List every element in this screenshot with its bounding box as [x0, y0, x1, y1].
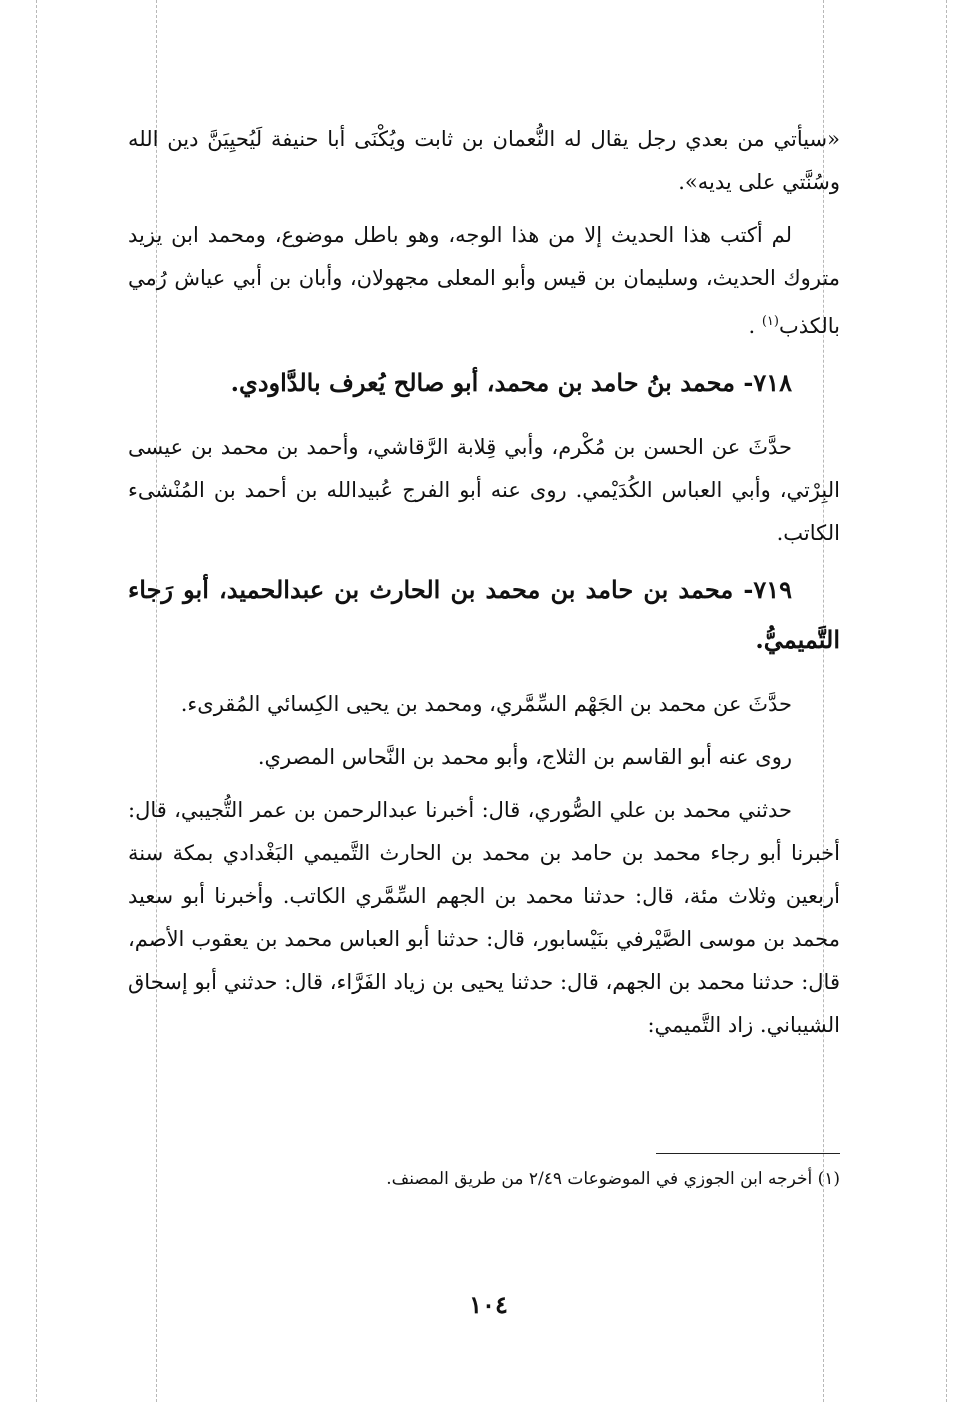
- commentary-paragraph: [128, 214, 840, 348]
- commentary-text: لم أكتب هذا الحديث إلا من هذا الوجه، وهو باطل موضوع، ومحمد ابن يزيد متروك الحديث، وسليمان بن قيس وأبو المعلى مجهولان، وأبان بن أبي عياش رُمي بالكذب: [128, 223, 840, 338]
- footnote-reference: (١): [761, 314, 779, 329]
- entry-719-chain: حدثني محمد بن علي الصُّوري، قال: أخبرنا عبدالرحمن بن عمر التُّجيبي، قال: أخبرنا أبو رجاء محمد بن حامد بن محمد بن الحارث التَّميمي البَغْدادي بمكة سنة أربعين وثلاث مئة، قال: حدثنا محمد بن الجهم السِّمَّري الكاتب. وأخبرنا أبو سعيد محمد بن موسى الصَّيْرفي بنَيْسابور، قال: حدثنا أبو العباس محمد بن يعقوب الأصم، قال: حدثنا محمد بن الجهم، قال: حدثنا يحيى بن زياد الفَرَّاء، قال: حدثني أبو إسحاق الشيباني. زاد التَّميمي:: [128, 798, 840, 1037]
- scan-guide-line: [946, 0, 947, 1402]
- commentary-end: .: [748, 314, 762, 338]
- scan-guide-line: [36, 0, 37, 1402]
- entry-heading-719: ٧١٩- محمد بن حامد بن محمد بن الحارث بن عبدالحميد، أبو رَجاء التَّميميُّ.: [128, 575, 840, 654]
- footnote-separator: [656, 1153, 840, 1154]
- entry-718-paragraph: حدَّثَ عن الحسن بن مُكْرم، وأبي قِلابة الرَّقاشي، وأحمد بن محمد بن عيسى البِرْتي، وأبي العباس الكُدَيْمي. روى عنه أبو الفرج عُبيدالله بن أحمد بن المُنْشىء الكاتب.: [128, 435, 840, 545]
- page-number: ١٠٤: [469, 1290, 508, 1319]
- page-body: [128, 118, 840, 1057]
- entry-719-paragraph: حدَّثَ عن محمد بن الجَهْم السِّمَّري، ومحمد بن يحيى الكِسائي المُقرىء.: [180, 692, 792, 716]
- entry-719-narrators: روى عنه أبو القاسم بن الثلاج، وأبو محمد بن النَّحاس المصري.: [257, 745, 792, 769]
- entry-heading-718: ٧١٨- محمد بنُ حامد بن محمد، أبو صالح يُعرف بالدَّاودي.: [230, 368, 792, 397]
- footnote: (١) أخرجه ابن الجوزي في الموضوعات ٢/٤٩ من طريق المصنف.: [386, 1169, 840, 1189]
- hadith-text: «سيأتي من بعدي رجل يقال له النُّعمان بن ثابت ويُكْنَى أبا حنيفة لَيُحيِيَنَّ دين الله وسُنَّتي على يديه».: [128, 127, 840, 194]
